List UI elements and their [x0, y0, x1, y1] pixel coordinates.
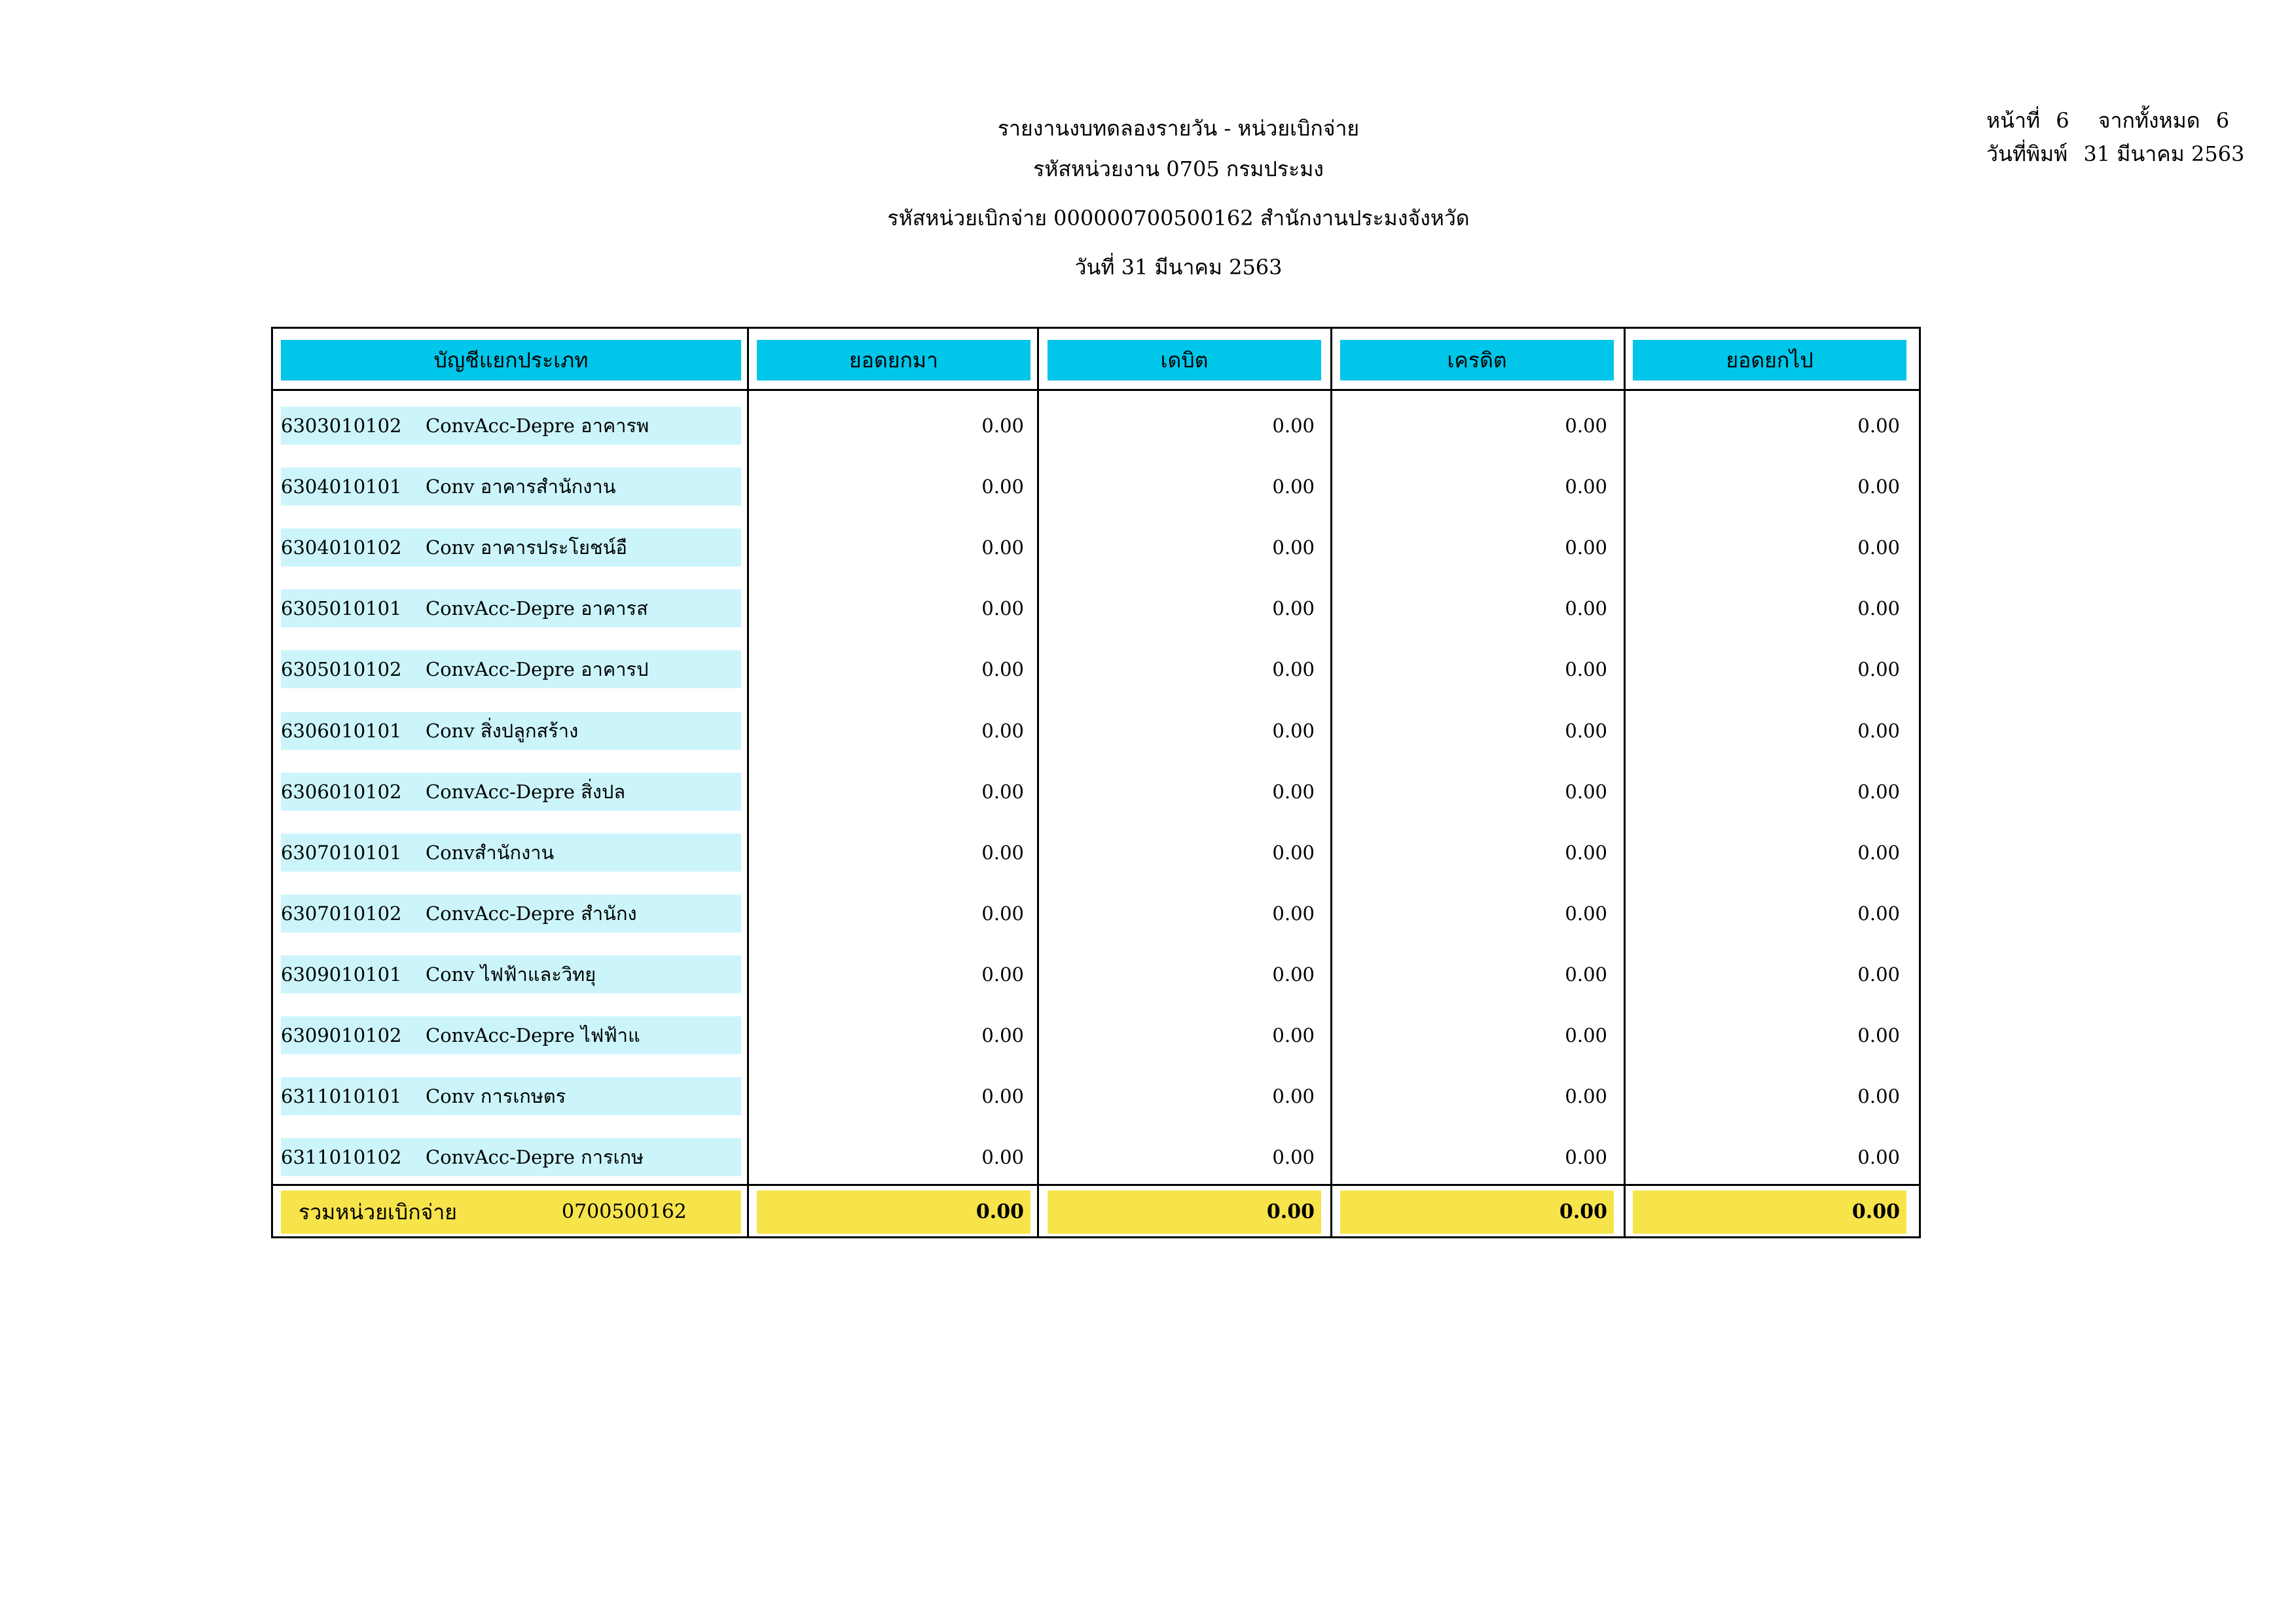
total-credit: 0.00	[1559, 1200, 1607, 1223]
row-credit: 0.00	[1565, 902, 1607, 925]
account-code: 6306010101	[281, 720, 402, 742]
row-credit: 0.00	[1565, 475, 1607, 498]
row-debit: 0.00	[1272, 720, 1315, 742]
report-title: รายงานงบทดลองรายวัน - หน่วยเบิกจ่าย	[997, 116, 1360, 141]
total-debit: 0.00	[1266, 1200, 1315, 1223]
account-name: ConvAcc-Depre อาคารส	[426, 597, 648, 619]
row-credit: 0.00	[1565, 841, 1607, 864]
row-brought-forward: 0.00	[981, 1024, 1024, 1046]
print-date-value: 31 มีนาคม 2563	[2083, 141, 2245, 166]
total-pages-label: จากทั้งหมด	[2098, 108, 2200, 133]
row-credit: 0.00	[1565, 781, 1607, 803]
row-debit: 0.00	[1272, 415, 1315, 437]
row-carried-forward: 0.00	[1857, 1085, 1900, 1107]
account-name: Convสำนักงาน	[426, 841, 555, 864]
agency-line: รหัสหน่วยงาน 0705 กรมประมง	[1033, 157, 1324, 181]
account-code: 6306010102	[281, 781, 402, 803]
row-brought-forward: 0.00	[981, 1085, 1024, 1107]
total-carried-forward: 0.00	[1851, 1200, 1900, 1223]
row-credit: 0.00	[1565, 536, 1607, 559]
account-name: Conv การเกษตร	[426, 1085, 566, 1107]
row-carried-forward: 0.00	[1857, 963, 1900, 986]
total-label: รวมหน่วยเบิกจ่าย	[299, 1200, 458, 1225]
row-debit: 0.00	[1272, 1085, 1315, 1107]
row-brought-forward: 0.00	[981, 536, 1024, 559]
row-brought-forward: 0.00	[981, 658, 1024, 680]
account-name: Conv อาคารสำนักงาน	[426, 475, 616, 498]
account-code: 6305010102	[281, 658, 402, 680]
total-brought-forward: 0.00	[975, 1200, 1024, 1223]
row-debit: 0.00	[1272, 597, 1315, 619]
row-debit: 0.00	[1272, 536, 1315, 559]
total-rule	[271, 1184, 1921, 1186]
row-brought-forward: 0.00	[981, 1146, 1024, 1168]
row-debit: 0.00	[1272, 658, 1315, 680]
page-no: 6	[2056, 108, 2069, 133]
row-debit: 0.00	[1272, 841, 1315, 864]
row-brought-forward: 0.00	[981, 902, 1024, 925]
row-carried-forward: 0.00	[1857, 902, 1900, 925]
row-credit: 0.00	[1565, 1146, 1607, 1168]
row-debit: 0.00	[1272, 963, 1315, 986]
page-number	[1986, 107, 2229, 134]
row-debit: 0.00	[1272, 902, 1315, 925]
report-date: วันที่ 31 มีนาคม 2563	[1074, 255, 1283, 280]
row-credit: 0.00	[1565, 415, 1607, 437]
column-header-credit: เครดิต	[1340, 340, 1614, 380]
account-code: 6307010102	[281, 902, 402, 925]
print-date	[1986, 141, 2244, 167]
disbursement-unit-line: รหัสหน่วยเบิกจ่าย 000000700500162 สำนักงานประมงจังหวัด	[887, 206, 1470, 231]
row-debit: 0.00	[1272, 475, 1315, 498]
account-name: Conv ไฟฟ้าและวิทยุ	[426, 963, 596, 986]
row-credit: 0.00	[1565, 1024, 1607, 1046]
column-header-account: บัญชีแยกประเภท	[281, 340, 741, 380]
row-brought-forward: 0.00	[981, 781, 1024, 803]
account-name: ConvAcc-Depre ไฟฟ้าแ	[426, 1024, 640, 1046]
header-rule	[271, 389, 1921, 391]
account-name: ConvAcc-Depre การเกษ	[426, 1146, 644, 1168]
row-carried-forward: 0.00	[1857, 841, 1900, 864]
account-code: 6305010101	[281, 597, 402, 619]
column-divider	[1037, 327, 1039, 1238]
row-carried-forward: 0.00	[1857, 658, 1900, 680]
column-divider	[747, 327, 749, 1238]
row-credit: 0.00	[1565, 963, 1607, 986]
account-name: ConvAcc-Depre อาคารป	[426, 658, 649, 680]
row-brought-forward: 0.00	[981, 963, 1024, 986]
row-carried-forward: 0.00	[1857, 536, 1900, 559]
row-debit: 0.00	[1272, 1146, 1315, 1168]
row-carried-forward: 0.00	[1857, 1146, 1900, 1168]
row-carried-forward: 0.00	[1857, 720, 1900, 742]
row-debit: 0.00	[1272, 781, 1315, 803]
row-credit: 0.00	[1565, 597, 1607, 619]
row-brought-forward: 0.00	[981, 475, 1024, 498]
account-code: 6303010102	[281, 415, 402, 437]
account-code: 6309010102	[281, 1024, 402, 1046]
account-code: 6309010101	[281, 963, 402, 986]
row-brought-forward: 0.00	[981, 841, 1024, 864]
row-credit: 0.00	[1565, 1085, 1607, 1107]
account-name: ConvAcc-Depre สำนักง	[426, 902, 637, 925]
account-code: 6304010101	[281, 475, 402, 498]
account-name: Conv สิ่งปลูกสร้าง	[426, 720, 579, 742]
row-carried-forward: 0.00	[1857, 1024, 1900, 1046]
row-carried-forward: 0.00	[1857, 781, 1900, 803]
total-unit-code: 0700500162	[562, 1200, 687, 1223]
account-code: 6311010101	[281, 1085, 402, 1107]
row-brought-forward: 0.00	[981, 597, 1024, 619]
row-credit: 0.00	[1565, 720, 1607, 742]
column-header-carried-forward: ยอดยกไป	[1633, 340, 1906, 380]
column-header-debit: เดบิต	[1048, 340, 1321, 380]
account-code: 6304010102	[281, 536, 402, 559]
account-code: 6311010102	[281, 1146, 402, 1168]
row-brought-forward: 0.00	[981, 720, 1024, 742]
row-carried-forward: 0.00	[1857, 475, 1900, 498]
account-name: Conv อาคารประโยชน์อื	[426, 536, 627, 559]
row-carried-forward: 0.00	[1857, 597, 1900, 619]
total-pages: 6	[2215, 108, 2230, 133]
print-date-label: วันที่พิมพ์	[1986, 141, 2068, 166]
row-debit: 0.00	[1272, 1024, 1315, 1046]
account-code: 6307010101	[281, 841, 402, 864]
row-credit: 0.00	[1565, 658, 1607, 680]
column-divider	[1624, 327, 1626, 1238]
row-brought-forward: 0.00	[981, 415, 1024, 437]
column-header-brought-forward: ยอดยกมา	[757, 340, 1030, 380]
column-divider	[1330, 327, 1332, 1238]
row-carried-forward: 0.00	[1857, 415, 1900, 437]
account-name: ConvAcc-Depre สิ่งปล	[426, 781, 626, 803]
page-label: หน้าที่	[1986, 108, 2041, 133]
account-name: ConvAcc-Depre อาคารพ	[426, 415, 649, 437]
